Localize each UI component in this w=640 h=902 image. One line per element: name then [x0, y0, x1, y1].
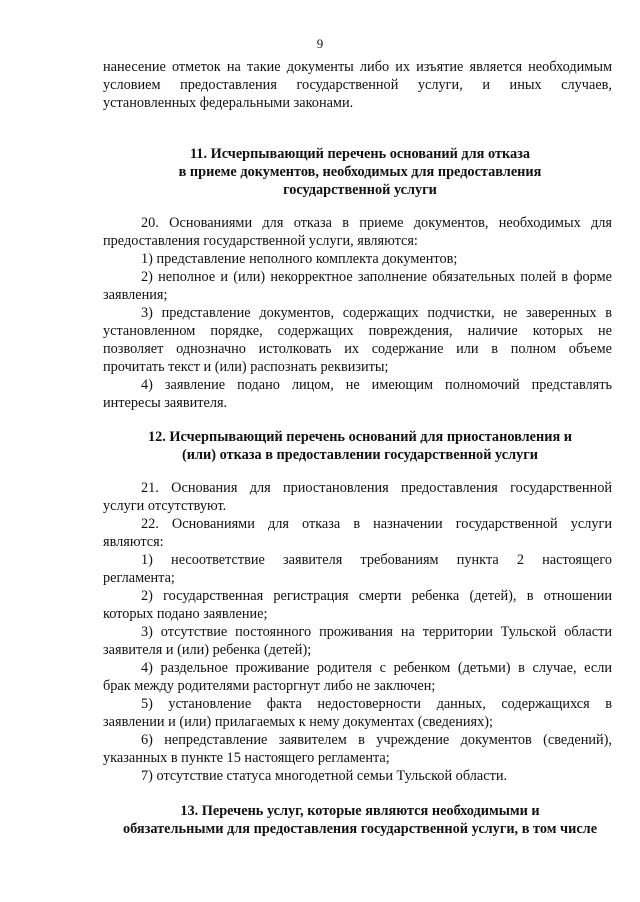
text-line: 3) представление документов, содержащих подчистки, не заверенных в [141, 305, 612, 321]
text-line: регламента; [103, 570, 175, 586]
text-line: заявителя и (или) ребенка (детей); [103, 642, 312, 658]
text-line: 3) отсутствие постоянного проживания на территории Тульской области [141, 624, 612, 640]
text-line: 4) заявление подано лицом, не имеющим полномочий представлять [141, 377, 612, 393]
section-heading-line: 12. Исчерпывающий перечень оснований для приостановления и [147, 429, 573, 445]
text-line: установленном порядке, содержащих повреждения, наличие которых не [103, 323, 612, 339]
text-line: заявления; [103, 287, 168, 303]
text-line: 2) государственная регистрация смерти ребенка (детей), в отношении [141, 588, 612, 604]
text-line: 22. Основаниями для отказа в назначении государственной услуги [141, 516, 612, 532]
page-number: 9 [316, 36, 324, 51]
text-line: нанесение отметок на такие документы либо их изъятие является необходимым [103, 59, 612, 75]
text-line: 7) отсутствие статуса многодетной семьи Тульской области. [141, 768, 508, 784]
text-line: установленных федеральными законами. [103, 95, 354, 111]
text-line: услуги отсутствуют. [103, 498, 227, 514]
section-heading-line: 13. Перечень услуг, которые являются необходимыми и [180, 803, 540, 819]
section-heading-line: обязательными для предоставления государственной услуги, в том числе [122, 821, 598, 837]
text-line: являются: [103, 534, 164, 550]
text-line: 5) установление факта недостоверности данных, содержащихся в [141, 696, 612, 712]
text-line: 6) непредставление заявителем в учреждение документов (сведений), [141, 732, 612, 748]
text-line: прочитать текст и (или) распознать реквизиты; [103, 359, 389, 375]
section-heading-line: (или) отказа в предоставлении государственной услуги [182, 447, 538, 463]
text-line: брак между родителями расторгнут либо не заключен; [103, 678, 436, 694]
text-line: предоставления государственной услуги, являются: [103, 233, 418, 249]
text-line: которых подано заявление; [103, 606, 268, 622]
text-line: 2) неполное и (или) некорректное заполнение обязательных полей в форме [141, 269, 612, 285]
text-line: заявлении и (или) прилагаемых к нему документах (сведениях); [103, 714, 494, 730]
text-line: 1) представление неполного комплекта документов; [141, 251, 458, 267]
text-line: указанных в пункте 15 настоящего регламента; [103, 750, 390, 766]
section-heading-line: 11. Исчерпывающий перечень оснований для отказа [189, 146, 531, 162]
text-line: 20. Основаниями для отказа в приеме документов, необходимых для [141, 215, 612, 231]
section-heading-line: государственной услуги [283, 182, 437, 198]
section-heading-line: в приеме документов, необходимых для предоставления [178, 164, 542, 180]
text-line: 4) раздельное проживание родителя с ребенком (детьми) в случае, если [141, 660, 612, 676]
text-line: позволяет однозначно истолковать их содержание или в полном объеме [103, 341, 612, 357]
text-line: 1) несоответствие заявителя требованиям пункта 2 настоящего [141, 552, 612, 568]
text-line: 21. Основания для приостановления предоставления государственной [141, 480, 612, 496]
text-line: условием предоставления государственной услуги, и иных случаев, [103, 77, 612, 93]
text-line: интересы заявителя. [103, 395, 228, 411]
